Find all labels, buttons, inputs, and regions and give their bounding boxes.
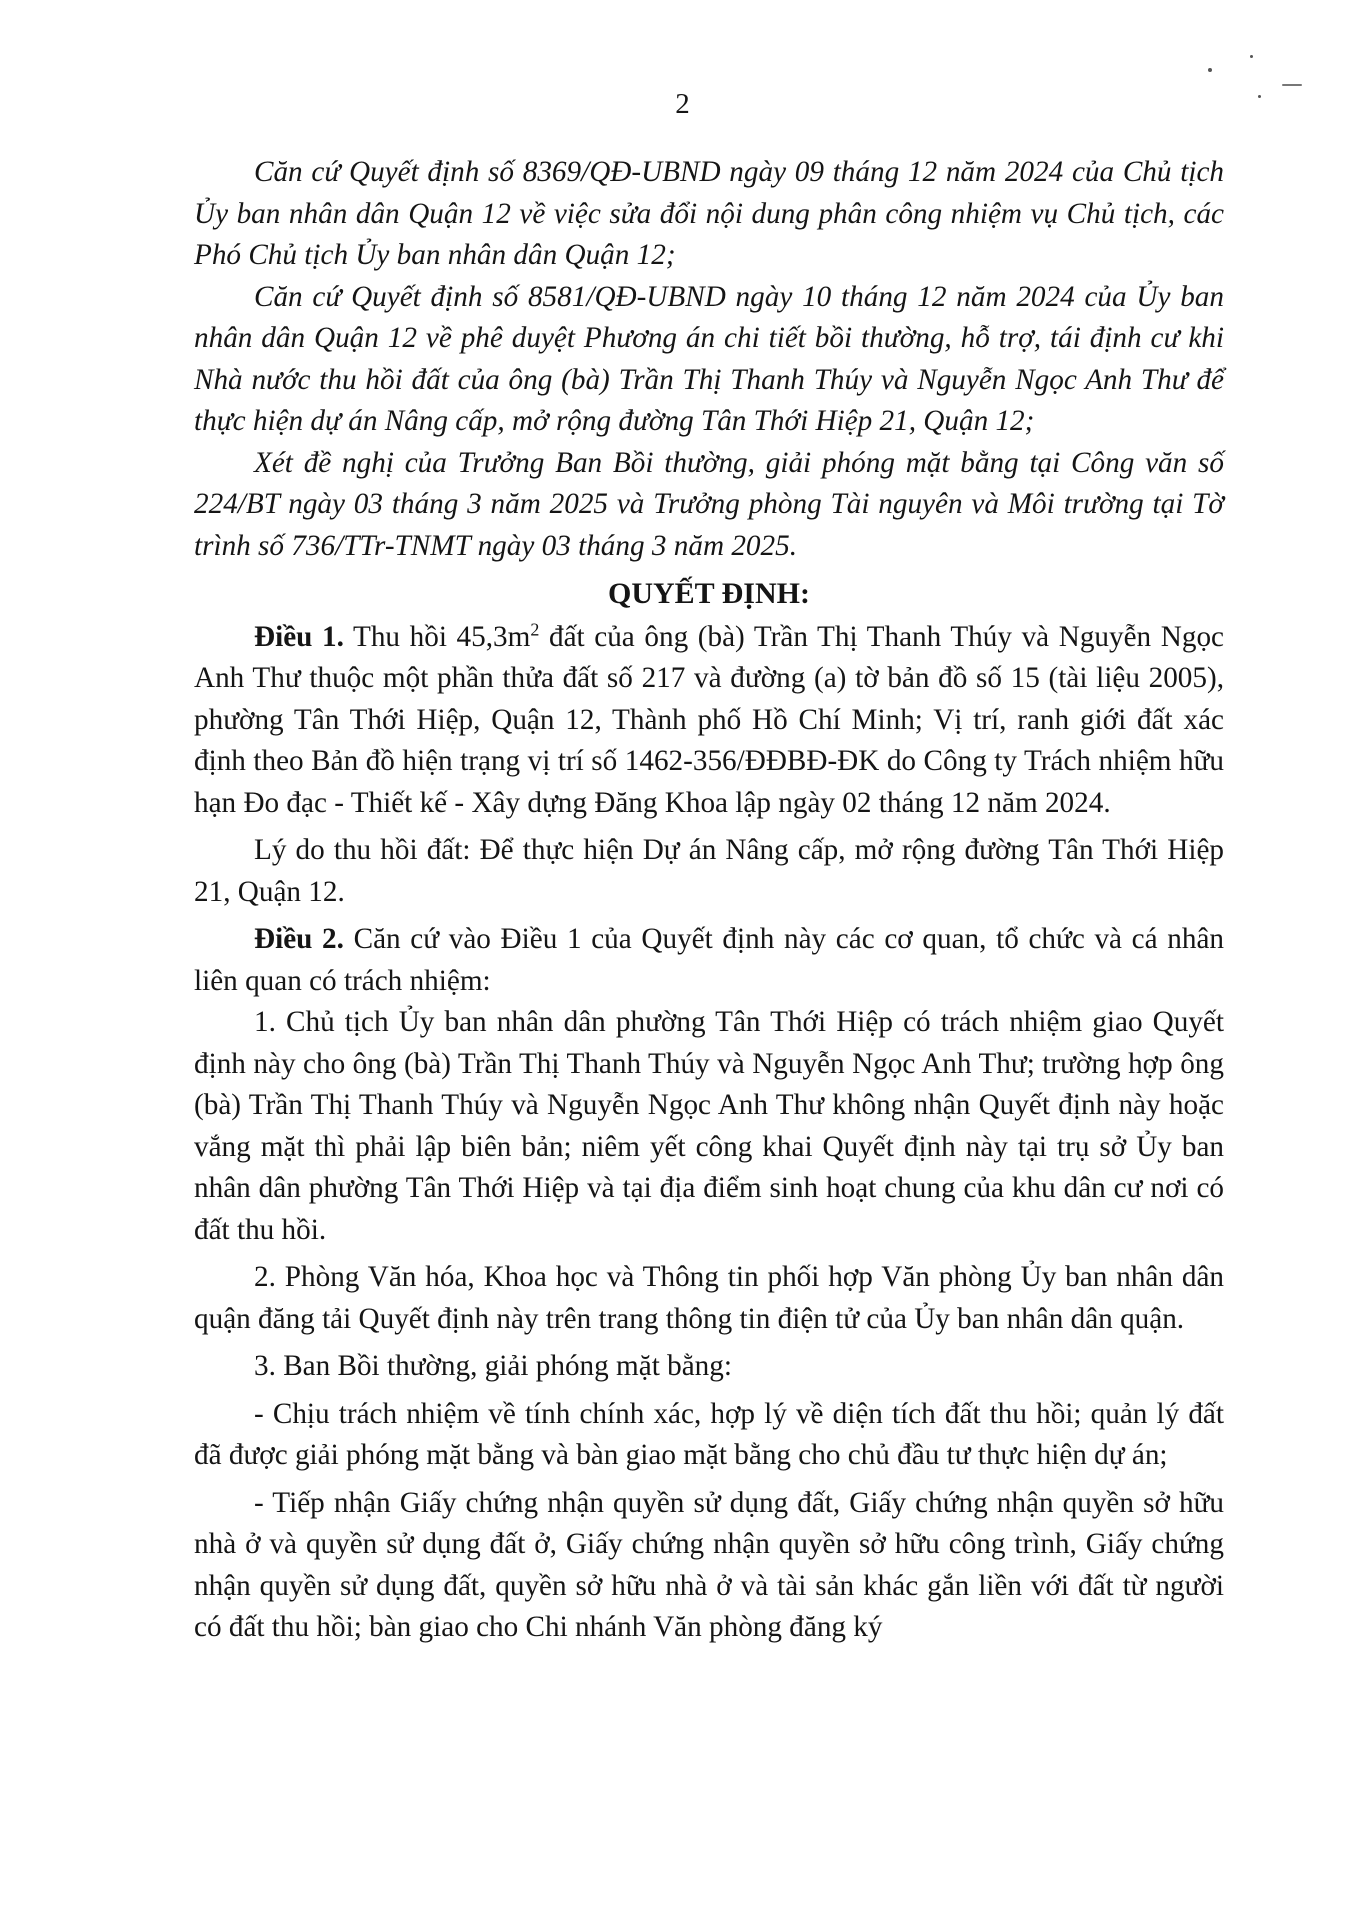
article-2-item: 2. Phòng Văn hóa, Khoa học và Thông tin phối hợp Văn phòng Ủy ban nhân dân quận đăng tải Quyết định này trên trang thông tin điện tử của Ủy ban nhân dân quận. [194,1261,1224,1335]
article-1-text-continued: đất của ông (bà) Trần Thị Thanh Thúy và Nguyễn Ngọc Anh Thư thuộc một phần thửa đất số 217 và đường (a) tờ bản đồ số 15 (tài liệu 2005), phường Tân Thới Hiệp, Quận 12, Thành phố Hồ Chí Minh; Vị trí, ranh giới đất xác định theo Bản đồ hiện trạng vị trí số 1462-356/ĐĐBĐ-ĐK do Công ty Trách nhiệm hữu hạn Đo đạc - Thiết kế - Xây dựng Đăng Khoa lập ngày 02 tháng 12 năm 2024. [194,620,1224,819]
article-2-item: 3. Ban Bồi thường, giải phóng mặt bằng: [254,1350,732,1382]
article-2-text: Căn cứ vào Điều 1 của Quyết định này các cơ quan, tổ chức và cá nhân liên quan có trách nhiệm: [194,923,1224,997]
article-2-item: - Tiếp nhận Giấy chứng nhận quyền sử dụng đất, Giấy chứng nhận quyền sở hữu nhà ở và quyền sử dụng đất ở, Giấy chứng nhận quyền sở hữu công trình, Giấy chứng nhận quyền sử dụng đất, quyền sở hữu nhà ở và tài sản khác gắn liền với đất từ người có đất thu hồi; bàn giao cho Chi nhánh Văn phòng đăng ký [194,1486,1224,1643]
scan-speck [1250,55,1253,58]
article-2-label: Điều 2. [254,923,344,955]
reason-paragraph: Lý do thu hồi đất: Để thực hiện Dự án Nâng cấp, mở rộng đường Tân Thới Hiệp 21, Quận 12. [194,834,1224,908]
scan-speck [1208,68,1212,72]
article-1-label: Điều 1. [254,620,344,653]
recital-paragraph: Xét đề nghị của Trưởng Ban Bồi thường, giải phóng mặt bằng tại Công văn số 224/BT ngày 03 tháng 3 năm 2025 và Trưởng phòng Tài nguyên và Môi trường tại Tờ trình số 736/TTr-TNMT ngày 03 tháng 3 năm 2025. [194,446,1224,562]
scan-mark-dash [1282,84,1302,86]
page-number: 2 [675,88,690,120]
document-body [194,152,1224,1649]
recital-paragraph: Căn cứ Quyết định số 8581/QĐ-UBND ngày 10 tháng 12 năm 2024 của Ủy ban nhân dân Quận 12 về phê duyệt Phương án chi tiết bồi thường, hỗ trợ, tái định cư khi Nhà nước thu hồi đất của ông (bà) Trần Thị Thanh Thúy và Nguyễn Ngọc Anh Thư để thực hiện dự án Nâng cấp, mở rộng đường Tân Thới Hiệp 21, Quận 12; [194,280,1224,437]
article-2-paragraph [194,919,1224,1002]
article-2-item: - Chịu trách nhiệm về tính chính xác, hợp lý về diện tích đất thu hồi; quản lý đất đã được giải phóng mặt bằng và bàn giao mặt bằng cho chủ đầu tư thực hiện dự án; [194,1397,1224,1471]
area-unit-superscript: 2 [530,618,540,639]
article-2-item: 1. Chủ tịch Ủy ban nhân dân phường Tân Thới Hiệp có trách nhiệm giao Quyết định này cho ông (bà) Trần Thị Thanh Thúy và Nguyễn Ngọc Anh Thư; trường hợp ông (bà) Trần Thị Thanh Thúy và Nguyễn Ngọc Anh Thư không nhận Quyết định này hoặc vắng mặt thì phải lập biên bản; niêm yết công khai Quyết định này tại trụ sở Ủy ban nhân dân phường Tân Thới Hiệp và tại địa điểm sinh hoạt chung của khu dân cư nơi có đất thu hồi. [194,1006,1224,1246]
article-1-paragraph [194,617,1224,825]
recital-paragraph: Căn cứ Quyết định số 8369/QĐ-UBND ngày 09 tháng 12 năm 2024 của Chủ tịch Ủy ban nhân dân Quận 12 về việc sửa đổi nội dung phân công nhiệm vụ Chủ tịch, các Phó Chủ tịch Ủy ban nhân dân Quận 12; [194,156,1224,271]
article-1-text: Thu hồi 45,3m [343,620,531,653]
decision-heading: QUYẾT ĐỊNH: [608,577,810,610]
